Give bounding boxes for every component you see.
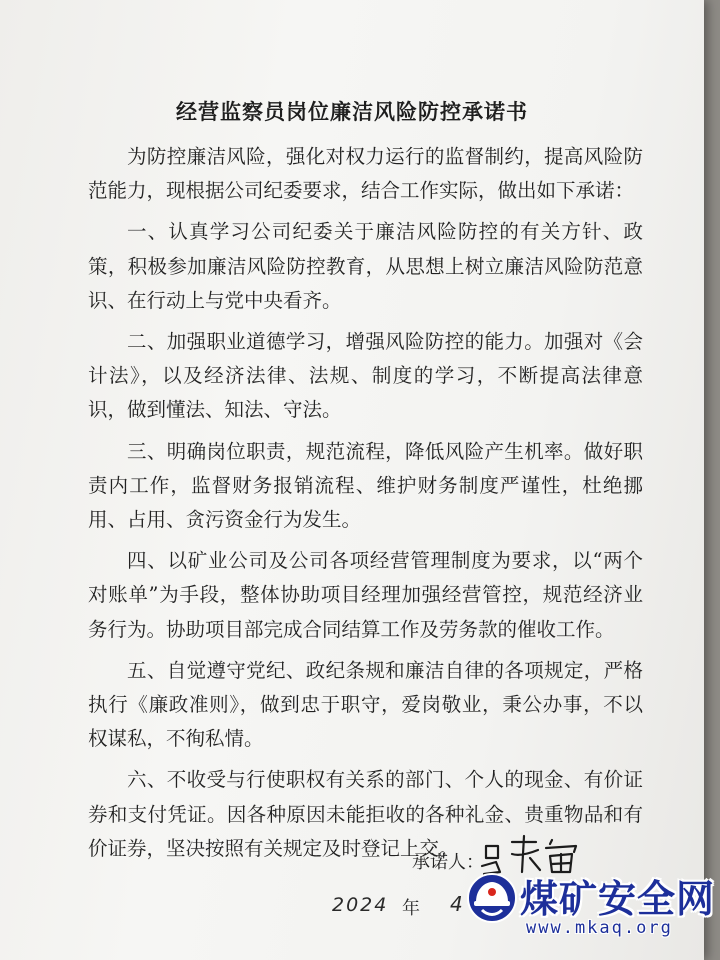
miner-helmet-logo-icon (466, 872, 518, 924)
date-year: 2024 (332, 894, 389, 916)
site-name: 煤矿安全网 (520, 877, 716, 921)
paragraph-1: 一、认真学习公司纪委关于廉洁风险防控的有关方针、政策，积极参加廉洁风险防控教育，从思想上树立廉洁风险防范意识、在行动上与党中央看齐。 (88, 220, 643, 312)
date-month: 4 (450, 892, 463, 916)
paragraph-5: 五、自觉遵守党纪、政纪条规和廉洁自律的各项规定，严格执行《廉政准则》，做到忠于职守，爱岗敬业，秉公办事，不以权谋私，不徇私情。 (88, 658, 643, 751)
paragraph-4: 四、以矿业公司及公司各项经营管理制度为要求，以“两个对账单”为手段，整体协助项目经理加强经营管控，规范经济业务行为。协助项目部完成合同结算工作及劳务款的催收工作。 (88, 549, 643, 641)
site-url: www.mkaq.org (526, 918, 673, 938)
paragraph-intro: 为防控廉洁风险，强化对权力运行的监督制约，提高风险防范能力，现根据公司纪委要求，结合工作实际，做出如下承诺： (88, 145, 643, 203)
date-year-char: 年 (402, 898, 420, 919)
document-title: 经营监察员岗位廉洁风险防控承诺书 (176, 99, 528, 124)
paragraph-6: 六、不收受与行使职权有关系的部门、个人的现金、有价证券和支付凭证。因各种原因未能拒收的各种礼金、贵重物品和有价证券，坚决按照有关规定及时登记上交。 (88, 768, 643, 860)
paragraph-2: 二、加强职业道德学习，增强风险防控的能力。加强对《会计法》，以及经济法律、法规、制度的学习，不断提高法律意识，做到懂法、知法、守法。 (88, 330, 643, 422)
site-watermark (466, 866, 716, 952)
document-body (88, 140, 643, 873)
signer-label: 承诺人： (412, 852, 484, 873)
paragraph-3: 三、明确岗位职责，规范流程，降低风险产生机率。做好职责内工作，监督财务报销流程、维护财务制度严谨性，杜绝挪用、占用、贪污资金行为发生。 (88, 439, 643, 532)
